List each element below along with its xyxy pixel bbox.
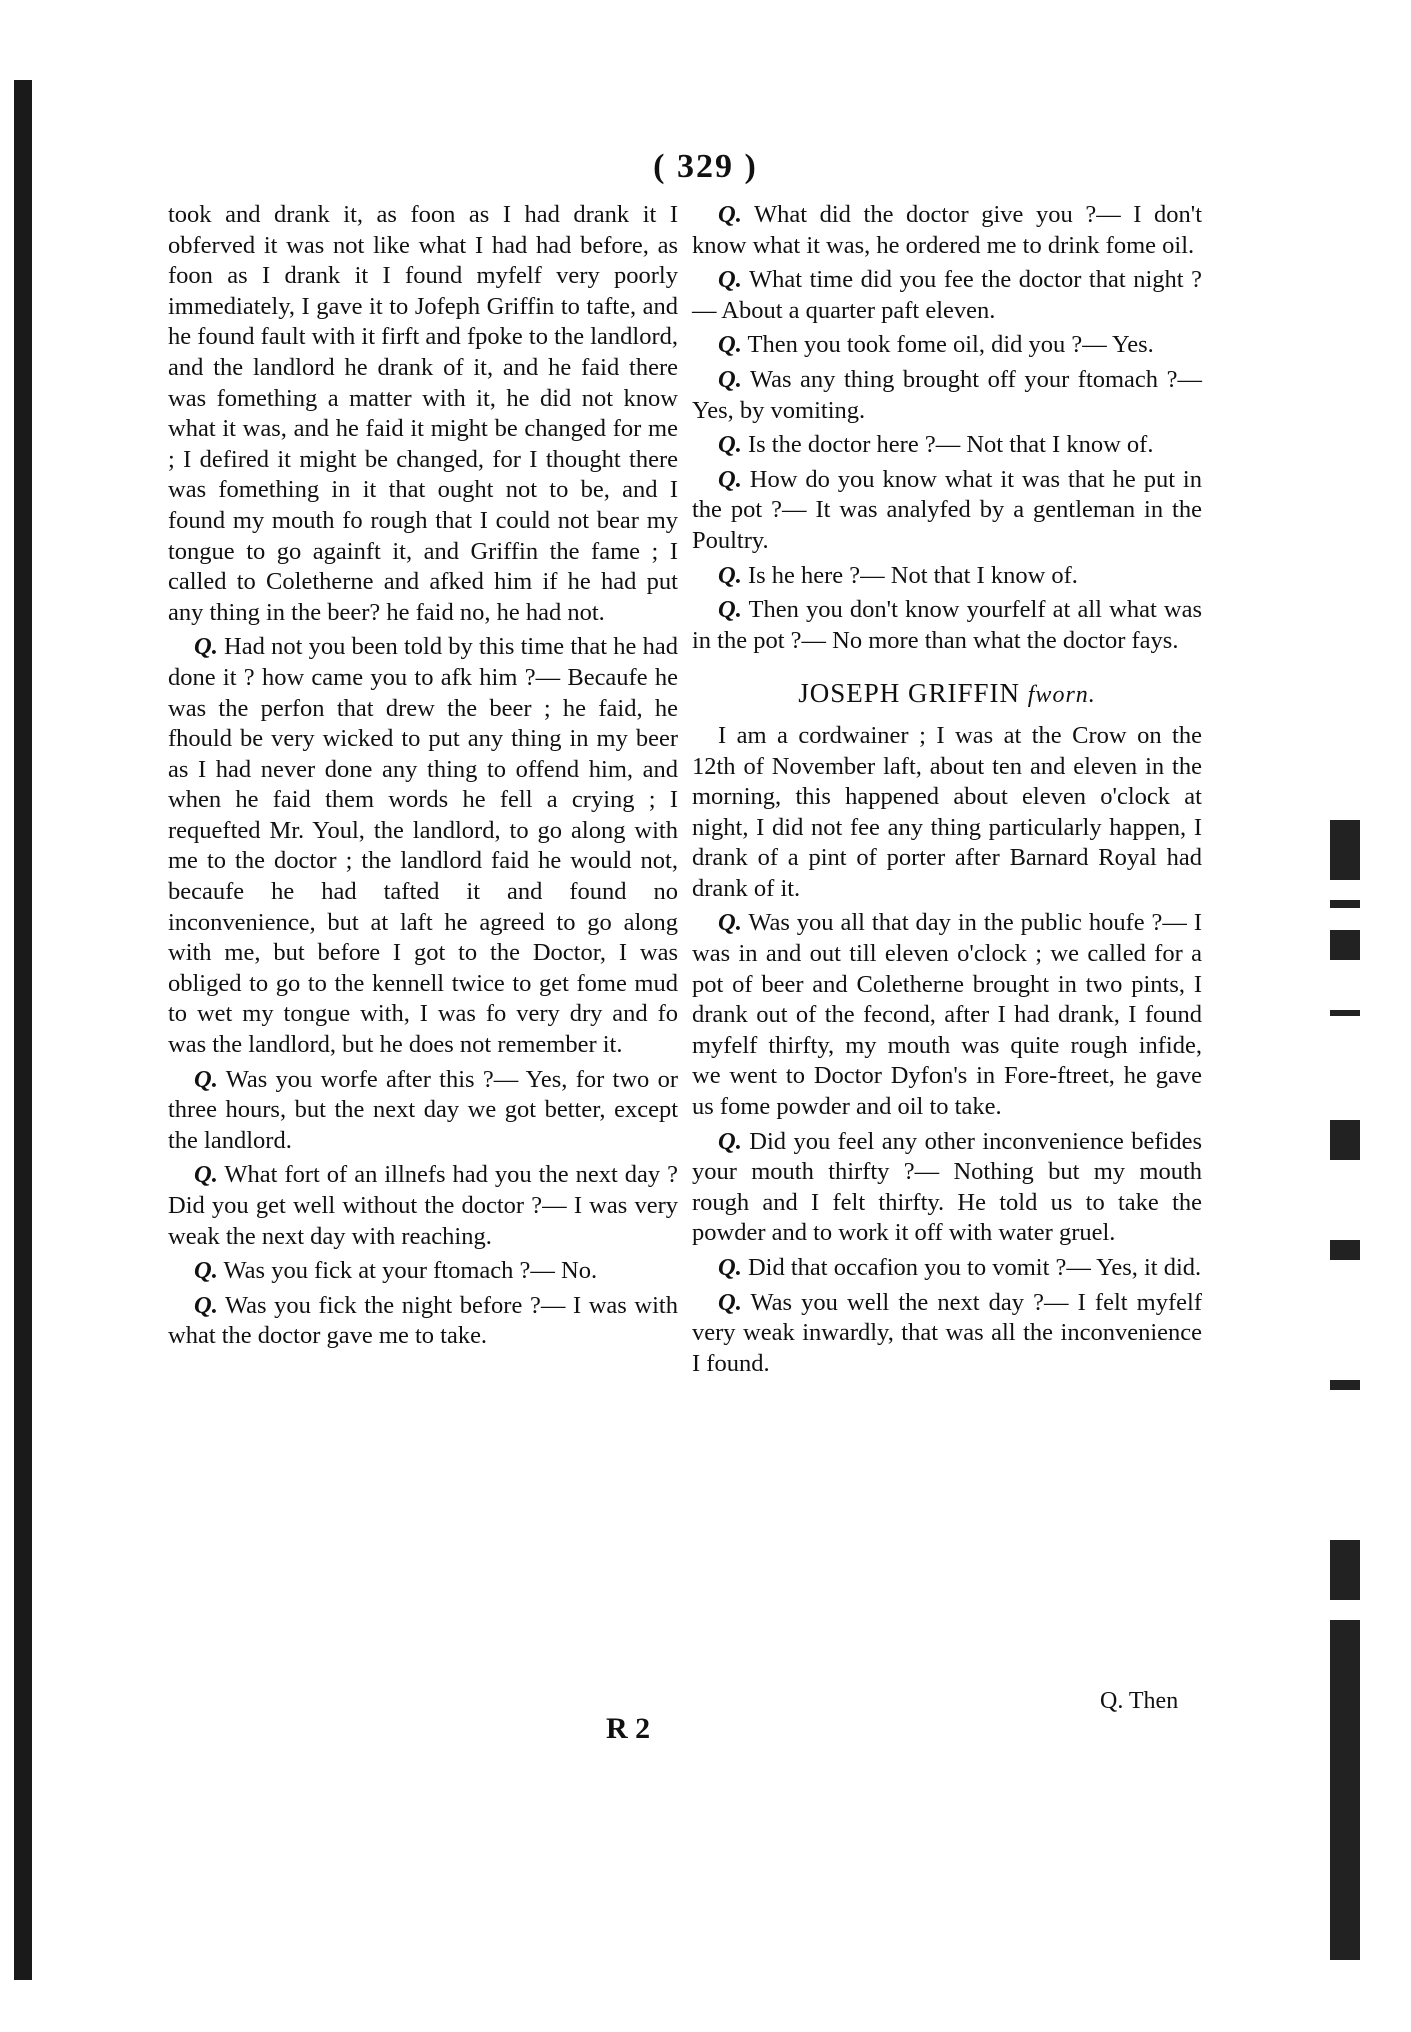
exchange-text: Was you well the next day ?— I felt myfelf very weak inwardly, that was all the inconvenience I found. (692, 1288, 1202, 1377)
exchange-text: Was you all that day in the public houfe ?— I was in and out till eleven o'clock ; we called for a pot of beer and Coletherne brought in two pints, I drank out of the fecond, after I had drank, I found myfelf thirfty, my mouth was quite rough infide, we went to Doctor Dyfon's in Fore-ftreet, he gave us fome powder and oil to take. (692, 909, 1202, 1121)
exchange (168, 1291, 678, 1352)
exchange-text: Was any thing brought off your ftomach ?— Yes, by vomiting. (692, 365, 1202, 424)
sworn-label: fworn. (1027, 682, 1096, 709)
page-number: ( 329 ) (653, 148, 758, 185)
exchange (692, 908, 1202, 1122)
question-mark: Q. (718, 331, 742, 359)
exchange-text: Was you fick the night before ?— I was with what the doctor gave me to take. (168, 1291, 678, 1350)
exchange (692, 465, 1202, 557)
left-column (168, 200, 678, 1356)
question-mark: Q. (718, 431, 742, 459)
witness-heading (692, 678, 1202, 711)
question-mark: Q. (194, 1257, 218, 1285)
question-mark: Q. (718, 201, 742, 228)
exchange-text: What fort of an illnefs had you the next day ? Did you get well without the doctor ?— I was very weak the next day with reaching. (168, 1161, 679, 1250)
question-mark: Q. (718, 365, 742, 393)
exchange (692, 330, 1202, 361)
witness-name: JOSEPH GRIFFIN (798, 678, 1021, 709)
continuation-paragraph: took and drank it, as foon as I had drank it I obferved it was not like what I had had before, as foon as I drank it I found myfelf very poorly immediately, I gave it to Jofeph Griffin to tafte, and he found fault with it firft and fpoke to the landlord, and the landlord he drank of it, and he faid there was fomething a matter with it, he did not know what it was, and he faid it might be changed for me ; I defired it might be changed, for I thought there was fomething in it that ought not to be, and I found my mouth fo rough that I could not bear my tongue to go againft it, and Griffin the fame ; I called to Coletherne and afked him if he had put any thing in the beer? he faid no, he had not. (168, 201, 678, 626)
exchange-text: Was you worfe after this ?— Yes, for two or three hours, but the next day we got better, except the landlord. (168, 1065, 678, 1154)
signature-mark: R 2 (606, 1712, 651, 1745)
exchange (692, 561, 1202, 592)
exchange-text: What did the doctor give you ?— I don't know what it was, he ordered me to drink fome oil. (692, 201, 1202, 259)
question-mark: Q. (718, 1254, 742, 1281)
exchange-text: Did that occafion you to vomit ?— Yes, it did. (747, 1254, 1202, 1281)
question-mark: Q. (718, 909, 742, 937)
question-mark: Q. (194, 1161, 218, 1189)
exchange (692, 1253, 1202, 1284)
question-mark: Q. (718, 266, 742, 294)
exchange (168, 1160, 678, 1252)
question-mark: Q. (718, 561, 742, 589)
exchange-text: Then you took fome oil, did you ?— Yes. (747, 331, 1154, 359)
exchange (692, 1127, 1202, 1249)
question-mark: Q. (194, 1291, 218, 1319)
testimony-paragraph: I am a cordwainer ; I was at the Crow on the 12th of November laft, about ten and eleven in the morning, this happened about eleven o'clock at night, I did not fee any thing particularly happen, I drank of a pint of porter after Barnard Royal had drank of it. (692, 721, 1202, 902)
question-mark: Q. (718, 596, 742, 624)
exchange-text: Then you don't know yourfelf at all what was in the pot ?— No more than what the doctor fays. (692, 596, 1202, 654)
exchange-text: What time did you fee the doctor that night ?— About a quarter paft eleven. (692, 266, 1203, 324)
exchange (692, 430, 1202, 461)
right-column (692, 200, 1202, 1383)
exchange (168, 1256, 678, 1287)
question-mark: Q. (718, 465, 742, 493)
exchange-text: Was you fick at your ftomach ?— No. (223, 1257, 598, 1285)
question-mark: Q. (194, 1065, 218, 1093)
exchange-text: Did you feel any other inconvenience befides your mouth thirfty ?— Nothing but my mouth rough and I felt thirfty. He told us to take the powder and to work it off with water gruel. (692, 1127, 1202, 1247)
exchange-text: Had not you been told by this time that he had done it ? how came you to afk him ?— Becaufe he was the perfon that drew the beer ; he faid, he fhould be very wicked to put any thing in my beer as I had never done any thing to offend him, and when he faid them words he fell a crying ; I requefted Mr. Youl, the landlord, to go along with me to the doctor ; the landlord faid he would not, becaufe he had tafted it and found no inconvenience, but at laft he agreed to go along with me, but before I got to the Doctor, I was obliged to go to the kennell twice to get fome mud to wet my tongue with, I was fo very dry and fo was the landlord, but he does not remember it. (168, 633, 679, 1059)
exchange (692, 200, 1202, 261)
exchange-text: How do you know what it was that he put in the pot ?— It was analyfed by a gentleman in the Poultry. (692, 465, 1202, 554)
question-mark: Q. (194, 633, 218, 661)
exchange-text: Is he here ?— Not that I know of. (747, 561, 1078, 589)
book-spine-shadow (14, 80, 32, 1980)
exchange (168, 1065, 678, 1157)
question-mark: Q. (718, 1288, 742, 1316)
exchange (168, 632, 678, 1060)
exchange (692, 265, 1202, 326)
exchange-text: Is the doctor here ?— Not that I know of. (747, 431, 1154, 459)
exchange (692, 365, 1202, 426)
exchange (692, 595, 1202, 656)
exchange (692, 1288, 1202, 1380)
catchword: Q. Then (1100, 1688, 1179, 1714)
question-mark: Q. (718, 1127, 742, 1155)
page-edge-marks (1330, 820, 1366, 1970)
